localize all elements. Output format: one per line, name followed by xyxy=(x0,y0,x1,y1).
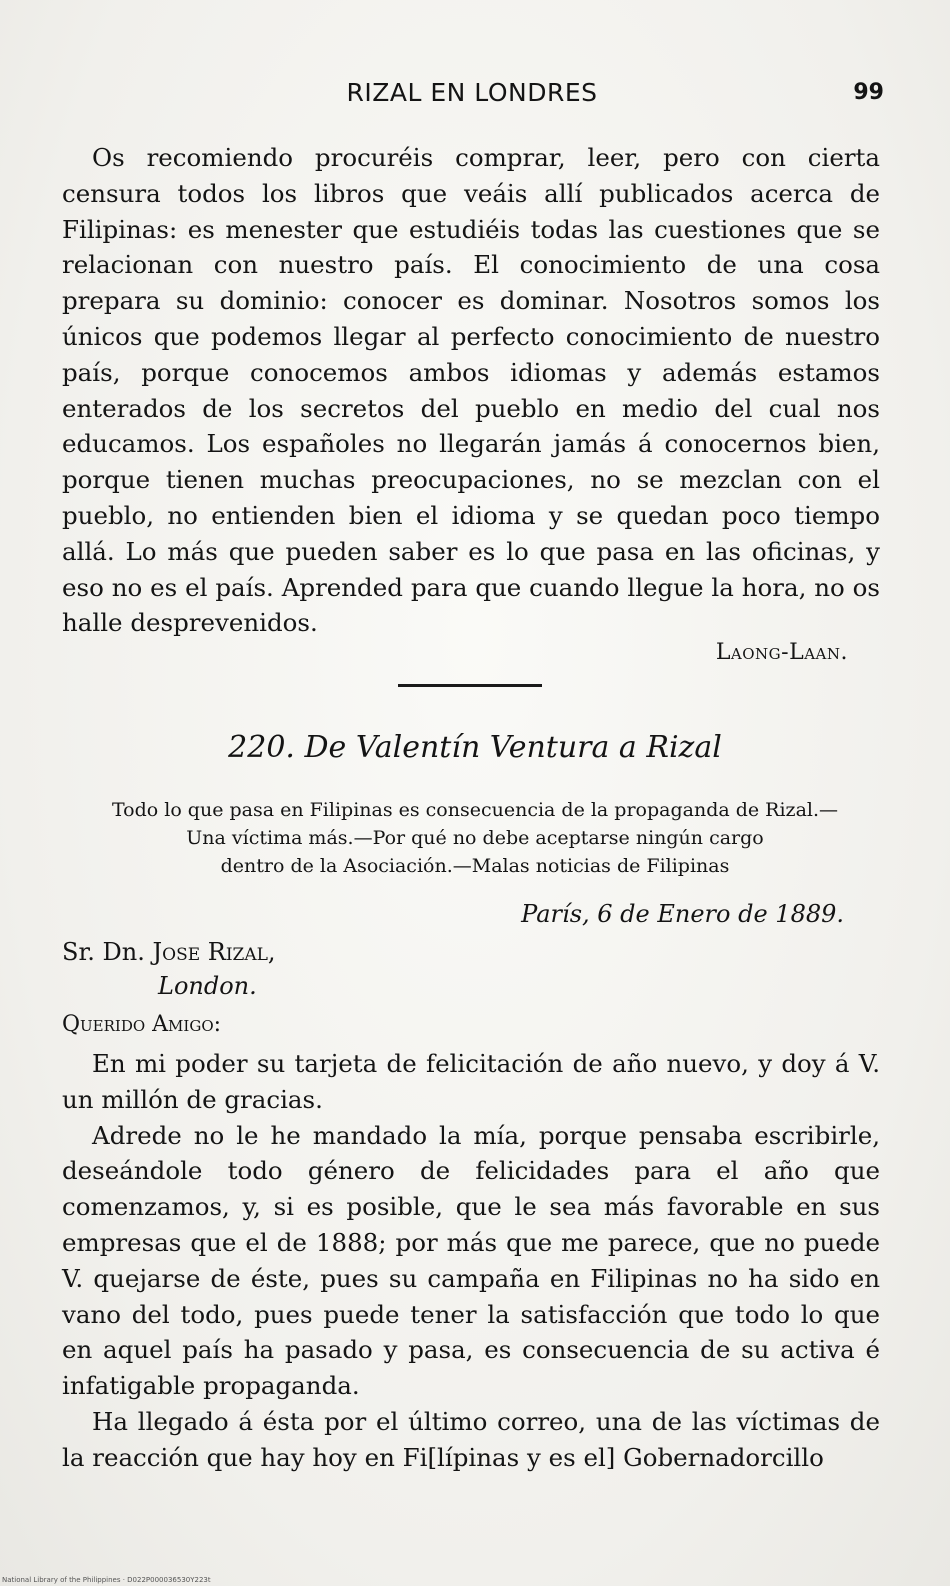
paragraph-text: Os recomiendo procuréis comprar, leer, pero con cierta censura todos los libros que veáis allí publicados acerca de Filipinas: es menester que estudiéis todas las cuestiones que se relacionan con nuestro país. El conocimiento de una cosa prepara su dominio: conocer es dominar. Nosotros somos los únicos que podemos llegar al perfecto conocimiento de nuestro país, porque conocemos ambos idiomas y además estamos enterados de los secretos del pueblo en medio del cual nos educamos. Los españoles no llegarán jamás á conocernos bien, porque tienen muchas preocupaciones, no se mezclan con el pueblo, no entienden bien el idioma y se quedan poco tiempo allá. Lo más que pueden saber es lo que pasa en las oficinas, y eso no es el país. Aprended para que cuando llegue la hora, no os halle desprevenidos. xyxy=(62,143,880,638)
addressee-prefix: Sr. Dn. xyxy=(62,938,145,966)
section-divider xyxy=(398,684,542,687)
salutation: Querido Amigo: xyxy=(62,1012,222,1037)
paragraph-text: Ha llegado á ésta por el último correo, una de las víctimas de la reacción que hay hoy en Fi[lípinas y es el] Gobernadorcillo xyxy=(62,1406,880,1472)
addressee-city: London. xyxy=(158,972,257,1000)
running-head xyxy=(60,78,884,114)
letter-heading: 220. De Valentín Ventura a Rizal xyxy=(228,730,722,765)
dateline: París, 6 de Enero de 1889. xyxy=(521,900,844,928)
addressee xyxy=(62,938,276,966)
addressee-name: Jose Rizal, xyxy=(152,938,276,966)
letter-summary xyxy=(60,796,890,880)
paragraph-text: Adrede no le he mandado la mía, porque pensaba escribirle, deseándole todo género de felicidades para el año que comenzamos, y, si es posible, que le sea más favorable en sus empresas que el de 1888; por más que me parece, que no puede V. quejarse de éste, pues su campaña en Filipinas no ha sido en vano del todo, pues puede tener la satisfacción que todo lo que en aquel país ha pasado y pasa, es consecuencia de su activa é infatigable propaganda. xyxy=(62,1120,880,1401)
page-number: 99 xyxy=(853,80,884,105)
scan-credit: National Library of the Philippines · D022P000036530Y223t xyxy=(2,1576,211,1584)
paragraph-text: En mi poder su tarjeta de felicitación de año nuevo, y doy á V. un millón de gracias. xyxy=(62,1049,880,1114)
closing-paragraph xyxy=(62,140,880,641)
summary-line: Una víctima más.—Por qué no debe aceptarse ningún cargo xyxy=(186,827,764,849)
signature: Laong-Laan. xyxy=(715,640,848,665)
letter-body xyxy=(62,1046,880,1476)
summary-line: dentro de la Asociación.—Malas noticias de Filipinas xyxy=(220,855,730,877)
running-title: RIZAL EN LONDRES xyxy=(346,78,598,107)
summary-line: Todo lo que pasa en Filipinas es consecuencia de la propaganda de Rizal.— xyxy=(111,799,839,821)
